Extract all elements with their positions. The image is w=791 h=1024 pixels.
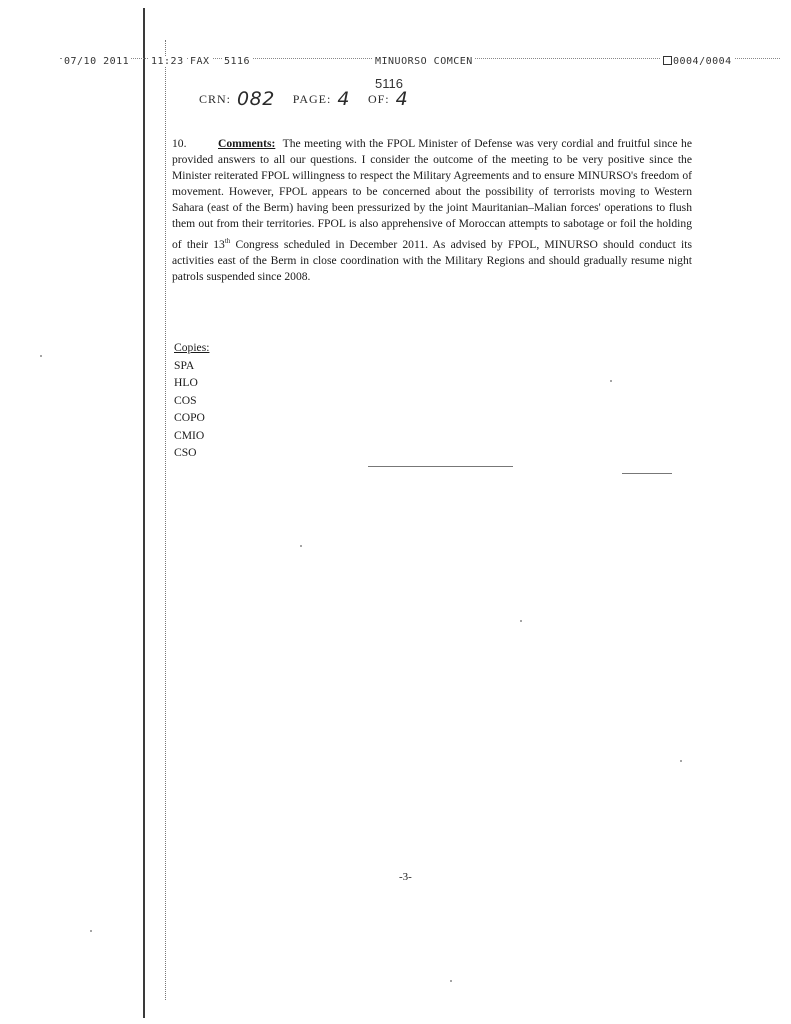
paragraph-number: 10. xyxy=(172,137,187,150)
scan-speck xyxy=(40,355,42,357)
copies-item: HLO xyxy=(174,376,198,389)
fax-header xyxy=(0,56,791,70)
fax-organization: MINUORSO COMCEN xyxy=(375,56,473,67)
copies-item: SPA xyxy=(174,358,195,372)
fax-label: FAX xyxy=(190,56,210,67)
fax-page-counter xyxy=(661,56,734,67)
page-label: PAGE: xyxy=(292,92,332,106)
fax-margin-line xyxy=(143,8,145,1018)
copies-item: COPO xyxy=(174,411,205,424)
checkbox-icon xyxy=(663,56,672,65)
comments-paragraph xyxy=(172,136,692,285)
ordinal-superscript: th xyxy=(224,236,231,245)
scan-speck xyxy=(90,930,92,932)
paragraph-label: Comments: xyxy=(218,137,276,150)
faint-rule xyxy=(368,466,513,467)
fax-date: 07/10 2011 xyxy=(64,56,130,67)
faint-rule xyxy=(622,473,672,474)
paragraph-text: The meeting with the FPOL Minister of Defense was very cordial and fruitful since he provided answers to all our questions. I consider the outcome of the meeting to be very positive since the Minister reiterated FPOL willingness to respect the Military Agreements and to ensure MINURSO's freedom of movement. However, FPOL appears to be concerned about the possibility of terrorists moving to Western Sahara (east of the Berm) having been pressurized by the joint Mauritanian–Malian forces' operations to flush them out from their territories. FPOL is also apprehensive of Moroccan attempts to sabotage or foil the holding of their 13 xyxy=(172,137,692,251)
scan-speck xyxy=(300,545,302,547)
crn-value: 082 xyxy=(237,88,275,110)
crn-page-line xyxy=(199,88,426,110)
scan-speck xyxy=(610,380,612,382)
scan-dotted-line xyxy=(165,40,166,1000)
handwritten-extension: 5116 xyxy=(375,76,403,91)
scan-speck xyxy=(520,620,522,622)
of-value: 4 xyxy=(395,88,409,110)
copies-list xyxy=(174,339,209,462)
copies-item: CMIO xyxy=(174,428,205,442)
copies-title: Copies: xyxy=(174,341,210,354)
of-label: OF: xyxy=(367,92,390,106)
copies-item: COS xyxy=(174,393,197,407)
paragraph-text-continued: Congress scheduled in December 2011. As advised by FPOL, MINURSO should conduct its activities east of the Berm in close coordination with the Military Regions and should gradually resume night patrols suspended since 2008. xyxy=(172,237,692,283)
fax-time: 11:23 xyxy=(151,56,184,67)
crn-label: CRN: xyxy=(199,92,232,106)
scan-speck xyxy=(450,980,452,982)
page-number: -3- xyxy=(399,871,412,883)
copies-item: CSO xyxy=(174,446,197,459)
page-value: 4 xyxy=(337,88,350,110)
fax-number: 5116 xyxy=(224,56,251,67)
fax-page-counter-text: 0004/0004 xyxy=(673,56,732,67)
scan-speck xyxy=(680,760,682,762)
